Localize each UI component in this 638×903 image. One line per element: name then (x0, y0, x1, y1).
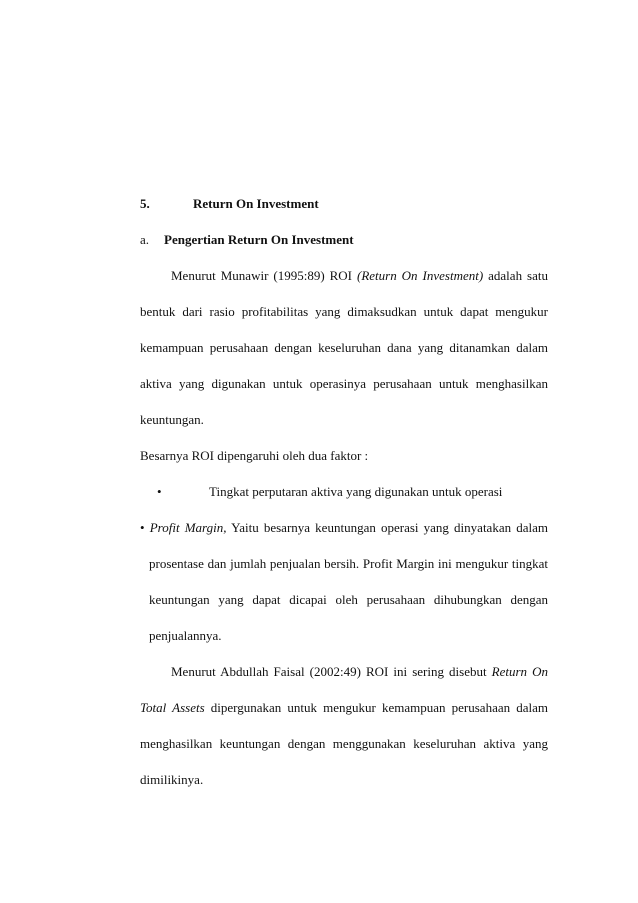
para1-line3: kemampuan perusahaan dengan keseluruhan dana yang ditanamkan dalam (140, 340, 548, 355)
para2-line2-text: dipergunakan untuk mengukur kemampuan perusahaan dalam (204, 700, 548, 715)
para1-line4: aktiva yang digunakan untuk operasinya perusahaan untuk menghasilkan (140, 376, 548, 391)
bullet2-line1-text: Yaitu besarnya keuntungan operasi yang dinyatakan dalam (226, 520, 548, 535)
para2-line4: dimilikinya. (140, 772, 204, 787)
para1-line1-text: Menurut Munawir (1995:89) ROI (171, 268, 357, 283)
bullet2-term: Profit Margin, (149, 520, 227, 535)
para2-term-end: Total Assets (140, 700, 205, 715)
section-number: 5. (140, 196, 150, 211)
subsection-letter: a. (140, 232, 150, 247)
factors-intro: Besarnya ROI dipengaruhi oleh dua faktor : (140, 448, 369, 463)
bullet2-line4: penjualannya. (149, 628, 222, 643)
bullet2-line3: keuntungan yang dapat dicapai oleh perusahaan dihubungkan dengan (149, 592, 548, 607)
bullet2-line2: prosentase dan jumlah penjualan bersih. Profit Margin ini mengukur tingkat (149, 556, 548, 571)
para1-line1-end: adalah satu (483, 268, 548, 283)
bullet1-symbol: • (157, 484, 162, 499)
para1-roi-term: (Return On Investment) (356, 268, 484, 283)
para2-line3: menghasilkan keuntungan dengan menggunakan keseluruhan aktiva yang (140, 736, 548, 751)
para1-line1 (171, 268, 548, 284)
para2-term-start: Return On (491, 664, 548, 679)
subsection-title: Pengertian Return On Investment (164, 232, 354, 247)
para1-line2: bentuk dari rasio profitabilitas yang dimaksudkan untuk dapat mengukur (140, 304, 548, 319)
para2-line1 (171, 664, 548, 680)
bullet2-line1 (140, 520, 548, 536)
bullet1-text: Tingkat perputaran aktiva yang digunakan untuk operasi (209, 484, 503, 499)
para2-line1-text: Menurut Abdullah Faisal (2002:49) ROI ini sering disebut (171, 664, 492, 679)
bullet2-symbol: • (140, 520, 145, 535)
para2-line2 (140, 700, 548, 716)
section-title: Return On Investment (193, 196, 319, 211)
para1-line5: keuntungan. (140, 412, 204, 427)
